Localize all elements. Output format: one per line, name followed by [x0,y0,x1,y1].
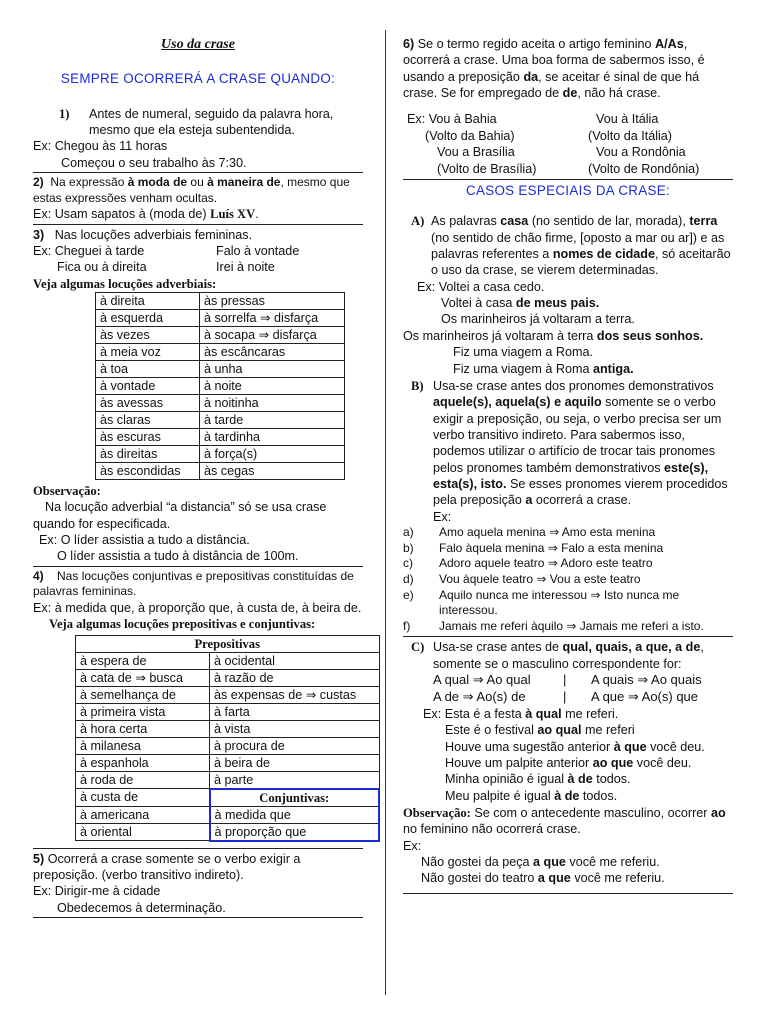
adverbial-table-row [96,412,345,429]
observation-2-example-text: você me referiu. [570,871,665,886]
prepositive-table-row [76,737,380,754]
conjunctive-cell: à proporção que [210,823,380,841]
rule-4 [33,569,363,633]
case-c-example-text: me referi. [561,706,619,721]
case-c-row-2 [403,689,733,706]
adverbial-table [95,292,345,480]
prepositive-table [75,635,380,842]
prepositive-table-row [76,720,380,737]
prepositive-cell-left: à milanesa [76,737,210,754]
case-b-list-letter: d) [403,571,414,586]
rule-2-text: Na expressão [50,175,128,190]
case-c-example-text: todos. [592,772,631,787]
rule-6-example-row [403,144,733,160]
adverbial-cell-right: à noite [200,378,345,395]
case-a-example-6 [403,361,733,377]
rule-1 [33,106,363,171]
rule-1-example-1: Ex: Chegou às 11 horas [33,139,168,154]
adverbial-cell-left: à toa [96,361,200,378]
case-a-text: , só aceitarão o uso da crase, se vierem determinadas. [431,247,731,278]
case-c-example-2 [403,722,733,738]
rule-5-example-2: Obedecemos à determinação. [57,900,226,915]
observation-2-example-label: Ex: [403,838,422,853]
adverbial-heading: Veja algumas locuções adverbiais: [33,276,217,291]
special-cases-heading: CASOS ESPECIAIS DA CRASE: [466,182,670,198]
case-b-list-letter: f) [403,618,411,633]
case-a-bold: terra [689,214,718,229]
column-divider [385,30,386,995]
case-a-example-4 [403,328,733,344]
conjunctive-header: Conjuntivas: [210,789,380,807]
adverbial-table-row [96,293,345,310]
rule-6-part: Se o termo regido aceita o artigo feminino [414,37,656,51]
prepositive-heading: Veja algumas locuções prepositivas e conjuntivas: [49,617,316,632]
observation-2-example-text: Não gostei do teatro [421,871,538,886]
prepositive-cell-left: à oriental [76,823,210,841]
case-a-example-2-text: Voltei à casa [441,296,516,311]
case-c-example-5 [403,771,733,787]
case-c-row-2-a: A de ⇒ Ao(s) de [433,688,526,704]
case-c-row-2-sep: | [563,688,567,704]
rule-4-example: Ex: à medida que, à proporção que, à custa de, à beira de. [33,601,362,616]
rule-5-example-1: Ex: Dirigir-me à cidade [33,884,161,899]
rule-6-example-right: (Volto da Itália) [588,128,673,143]
case-b-list-letter: e) [403,587,414,602]
case-c-example-bold: ao que [592,755,634,770]
divider-line [33,172,363,173]
rule-6-part: , se aceitar é sinal de que há crase. Se for empregado de [403,69,700,101]
prepositive-table-row [76,754,380,771]
prepositive-cell-left: à roda de [76,771,210,789]
left-column [33,0,363,920]
case-a-example-2 [403,295,733,311]
case-a [403,213,733,278]
adverbial-cell-left: à direita [96,293,200,310]
case-c-example-4 [403,755,733,771]
rule-5-text: Ocorrerá a crase somente se o verbo exigir a preposição. (verbo transitivo indireto). [33,851,301,883]
observation-2-text: Se com o antecedente masculino, ocorrer [470,805,711,820]
observation-2-example-2 [403,870,733,886]
adverbial-cell-left: à vontade [96,378,200,395]
rule-6-example-row [403,111,733,127]
rule-2-text-3: , mesmo que estas expressões venham ocultas. [33,175,350,205]
case-c-example-text: Este é o festival [445,723,538,738]
case-c-example-text: me referi [581,723,635,738]
case-a-example-2-bold: de meus pais. [515,296,600,311]
case-a-example-3: Os marinheiros já voltaram a terra. [441,312,635,327]
case-b-text: Se esses pronomes vierem procedidos pela preposição [433,477,728,508]
prepositive-cell-left: à primeira vista [76,703,210,720]
rule-6-example-left: Ex: Vou à Bahia [407,112,497,127]
prepositive-cell-left: à cata de ⇒ busca [76,669,210,686]
prepositive-table-row [76,771,380,789]
adverbial-table-row [96,361,345,378]
case-c-row-1 [403,672,733,689]
case-c-example-bold: à que [613,739,647,754]
adverbial-cell-right: à noitinha [200,395,345,412]
case-b-bold: aquele(s), aquela(s) e aquilo [433,395,602,410]
rule-1-text-a: Antes de numeral, seguido da palavra hora, [89,106,334,121]
case-c-row-1-a: A qual ⇒ Ao qual [433,672,531,687]
case-a-text: (no sentido de lar, morada), [528,214,690,229]
case-c-row-2-c: A que ⇒ Ao(s) que [591,688,699,704]
case-c-example-text: você deu. [646,739,705,754]
adverbial-cell-right: à sorrelfa ⇒ disfarça [200,310,345,327]
prepositive-cell-left: à semelhança de [76,686,210,703]
adverbial-cell-right: à tarde [200,412,345,429]
page-title: Uso da crase [161,37,235,52]
prepositive-cell-left: à custa de [76,789,210,807]
rule-6-example-right: Vou à Itália [596,112,659,127]
rule-5 [33,851,363,916]
case-c-example-bold: à qual [525,706,562,721]
prepositive-cell-right: à procura de [210,737,380,754]
prepositive-cell-left: à espanhola [76,754,210,771]
case-c-example-bold: à de [567,772,593,787]
rule-2 [33,175,363,223]
rule-6-example-row [403,128,733,144]
case-c-example-text: Meu palpite é igual [445,788,555,803]
rule-6-bold: A/As [655,37,684,51]
observation-2-text: no feminino não ocorrerá crase. [403,822,581,837]
adverbial-cell-left: às direitas [96,446,200,463]
observation-2-bold: ao [710,805,726,820]
prepositive-cell-right: à ocidental [210,652,380,669]
case-b-list-text: Jamais me referi àquilo ⇒ Jamais me referi a isto. [439,618,704,633]
case-b-label: B) [411,378,424,393]
prepositive-cell-right: às expensas de ⇒ custas [210,686,380,703]
rule-6-example-right: (Volto de Rondônia) [588,161,700,176]
adverbial-table-row [96,463,345,480]
case-a-example-5: Fiz uma viagem a Roma. [453,345,593,360]
case-c-label: C) [411,640,425,655]
prepositive-table-row [76,823,380,841]
case-a-example-1: Ex: Voltei a casa cedo. [417,279,545,294]
rule-1-example-2: Começou o seu trabalho às 7:30. [61,155,247,170]
case-a-bold: casa [500,214,529,229]
adverbial-table-row [96,327,345,344]
rule-6-example-right: Vou a Rondônia [596,145,686,160]
case-b-list [403,525,733,634]
case-b-list-text: Amo aquela menina ⇒ Amo esta menina [439,525,656,540]
prepositive-cell-left: à hora certa [76,720,210,737]
case-c-example-text: Houve um palpite anterior [445,755,593,770]
adverbial-table-row [96,378,345,395]
observation-example-1: Ex: O líder assistia a tudo a distância. [39,533,250,548]
adverbial-table-row [96,310,345,327]
prepositive-table-row [76,686,380,703]
observation-2-example-text: você me referiu. [565,855,660,870]
rule-6-example-left: (Volto da Bahia) [425,128,515,143]
rule-6-number: 6) [403,37,415,51]
case-b-list-letter: c) [403,556,413,571]
case-b-list-item [403,525,733,541]
case-c-example-1 [403,706,733,722]
case-b-list-text: Falo àquela menina ⇒ Falo a esta menina [439,540,664,555]
case-a-example-6-text: Fiz uma viagem à Roma [453,361,593,376]
observation-2 [403,805,733,838]
adverbial-cell-right: à unha [200,361,345,378]
case-b-list-item [403,572,733,588]
adverbial-table-row [96,429,345,446]
case-b [403,378,733,509]
divider-line [33,848,363,849]
rule-6-example-left: (Volto de Brasília) [437,161,537,176]
rule-6-examples [403,111,733,176]
observation-2-example-bold: a que [533,855,566,870]
prepositive-table-row [76,669,380,686]
observation-2-example-text: Não gostei da peça [421,855,534,870]
adverbial-cell-right: à socapa ⇒ disfarça [200,327,345,344]
adverbial-cell-right: às escâncaras [200,344,345,361]
case-c-example-text: Houve uma sugestão anterior [445,739,614,754]
rule-3 [33,227,363,292]
case-c-example-6 [403,788,733,804]
adverbial-cell-left: às vezes [96,327,200,344]
case-b-list-text: Vou àquele teatro ⇒ Vou a este teatro [439,571,641,586]
observation-2-example-bold: a que [537,871,571,886]
adverbial-cell-left: às escuras [96,429,200,446]
section-heading-sempre: SEMPRE OCORRERÁ A CRASE QUANDO: [60,71,336,87]
prepositive-cell-right: à parte [210,771,380,789]
right-column [403,0,733,896]
observation-2-example-1 [403,854,733,870]
case-c-example-bold: ao qual [537,723,582,738]
divider-line [403,893,733,894]
prepositive-cell-left: à espera de [76,652,210,669]
rule-3-example-2b: Irei à noite [216,260,275,275]
case-c-example-bold: à de [554,788,580,803]
rule-6-example-left: Vou a Brasília [437,145,515,160]
divider-line [403,636,733,637]
case-b-bold: este(s), esta(s), isto. [433,460,709,492]
case-c-example-text: Minha opinião é igual [445,772,568,787]
rule-1-text-b: mesmo que ela esteja subentendida. [89,122,295,137]
case-b-text: somente se o verbo exigir a preposição, ou seja, o verbo precisa ser um verbo transitivo indireto. Para sabermos isso, podemos utilizar o artifício de trocar tais pronomes pelos pronomes também demonstrativos [433,395,722,475]
rule-3-number: 3) [33,227,45,242]
divider-line [403,179,733,180]
case-b-list-item [403,619,733,635]
case-a-text: (no sentido de chão firme, [oposto a mar ou ar]) e as palavras referentes a [431,230,725,262]
rule-2-text-2: ou [187,175,208,190]
adverbial-cell-right: à tardinha [200,429,345,446]
case-b-text: ocorrerá a crase. [532,493,632,508]
observation-text: Na locução adverbial “a distancia” só se usa crase quando for especificada. [33,500,327,531]
rule-5-number: 5) [33,851,45,866]
case-c-row-1-c: A quais ⇒ Ao quais [591,672,702,687]
prepositive-cell-right: à farta [210,703,380,720]
case-b-list-item [403,541,733,557]
case-a-bold: nomes de cidade [552,247,655,262]
prepositive-cell-right: à beira de [210,754,380,771]
rule-3-example-1a: Ex: Cheguei à tarde [33,243,145,258]
adverbial-table-row [96,395,345,412]
case-c-bold: qual, quais, a que, a de [562,640,701,655]
rule-2-example: Ex: Usam sapatos à (moda de) [33,207,211,222]
rule-1-number: 1) [59,106,70,121]
prepositive-table-row [76,703,380,720]
adverbial-table-row [96,344,345,361]
rule-2-number: 2) [33,175,44,190]
rule-3-text: Nas locuções adverbiais femininas. [54,227,253,242]
case-b-text: Usa-se crase antes dos pronomes demonstrativos [433,378,714,393]
case-b-list-letter: a) [403,525,414,540]
rule-3-example-1b: Falo à vontade [216,243,300,258]
rule-4-number: 4) [33,568,44,583]
case-b-example-label: Ex: [433,509,452,524]
case-a-label: A) [411,214,425,229]
adverbial-cell-left: às escondidas [96,463,200,480]
adverbial-cell-right: às pressas [200,293,345,310]
adverbial-table-row [96,446,345,463]
adverbial-cell-left: à meia voz [96,344,200,361]
prepositive-table-row [76,652,380,669]
divider-line [33,566,363,567]
case-a-example-4-bold: dos seus sonhos. [596,328,704,343]
rule-2-example-end: . [255,207,259,222]
case-a-example-4-text: Os marinheiros já voltaram à terra [403,328,597,343]
adverbial-cell-left: às claras [96,412,200,429]
adverbial-cell-left: à esquerda [96,310,200,327]
case-a-text: As palavras [431,214,501,229]
adverbial-cell-right: às cegas [200,463,345,480]
case-c [403,639,733,672]
case-c-row-1-sep: | [563,672,567,687]
case-c-example-3 [403,739,733,755]
adverbial-cell-left: às avessas [96,395,200,412]
conjunctive-cell: à medida que [210,806,380,823]
prepositive-table-header: Prepositivas [76,635,380,652]
divider-line [33,224,363,225]
prepositive-cell-left: à americana [76,806,210,823]
observation-2-label: Observação: [403,805,471,820]
case-b-list-item [403,556,733,572]
case-c-text: Usa-se crase antes de [433,640,563,655]
prepositive-cell-right: à vista [210,720,380,737]
case-a-example-6-bold: antiga. [592,361,634,376]
case-c-example-text: Ex: Esta é a festa [423,706,526,721]
rule-6-text [403,36,733,101]
observation-example-2: O líder assistia a tudo à distância de 100m. [57,549,299,564]
case-c-text: , somente se o masculino correspondente for: [433,640,704,671]
prepositive-cell-right: à razão de [210,669,380,686]
rule-6-part: , ocorrerá a crase. Uma boa forma de sabermos isso, é usando a preposição [403,37,705,84]
divider-line [33,917,363,918]
observation-1 [33,483,363,565]
rule-6-bold: de [562,86,578,101]
rule-2-bold-2: à maneira de [207,175,281,190]
case-b-list-text: Adoro aquele teatro ⇒ Adoro este teatro [439,556,653,571]
case-c-example-text: todos. [579,788,618,803]
prepositive-table-row [76,806,380,823]
adverbial-cell-right: à força(s) [200,446,345,463]
case-b-list-text: Aquilo nunca me interessou ⇒ Isto nunca me interessou. [439,587,680,618]
case-c-example-text: você deu. [633,755,692,770]
rule-6-part: , não há crase. [577,86,661,101]
rule-3-example-2a: Fica ou à direita [57,260,147,275]
rule-6-example-row [403,161,733,177]
rule-4-text: Nas locuções conjuntivas e prepositivas constituídas de palavras femininas. [33,568,354,599]
rule-6-bold: da [523,69,539,84]
case-b-bold: a [525,493,533,508]
rule-2-example-bold: Luís XV [210,207,256,222]
case-b-list-letter: b) [403,540,414,555]
rule-2-bold-1: à moda de [127,175,188,190]
case-b-list-item [403,588,733,619]
observation-label: Observação: [33,484,101,499]
prepositive-table-row [76,789,380,807]
